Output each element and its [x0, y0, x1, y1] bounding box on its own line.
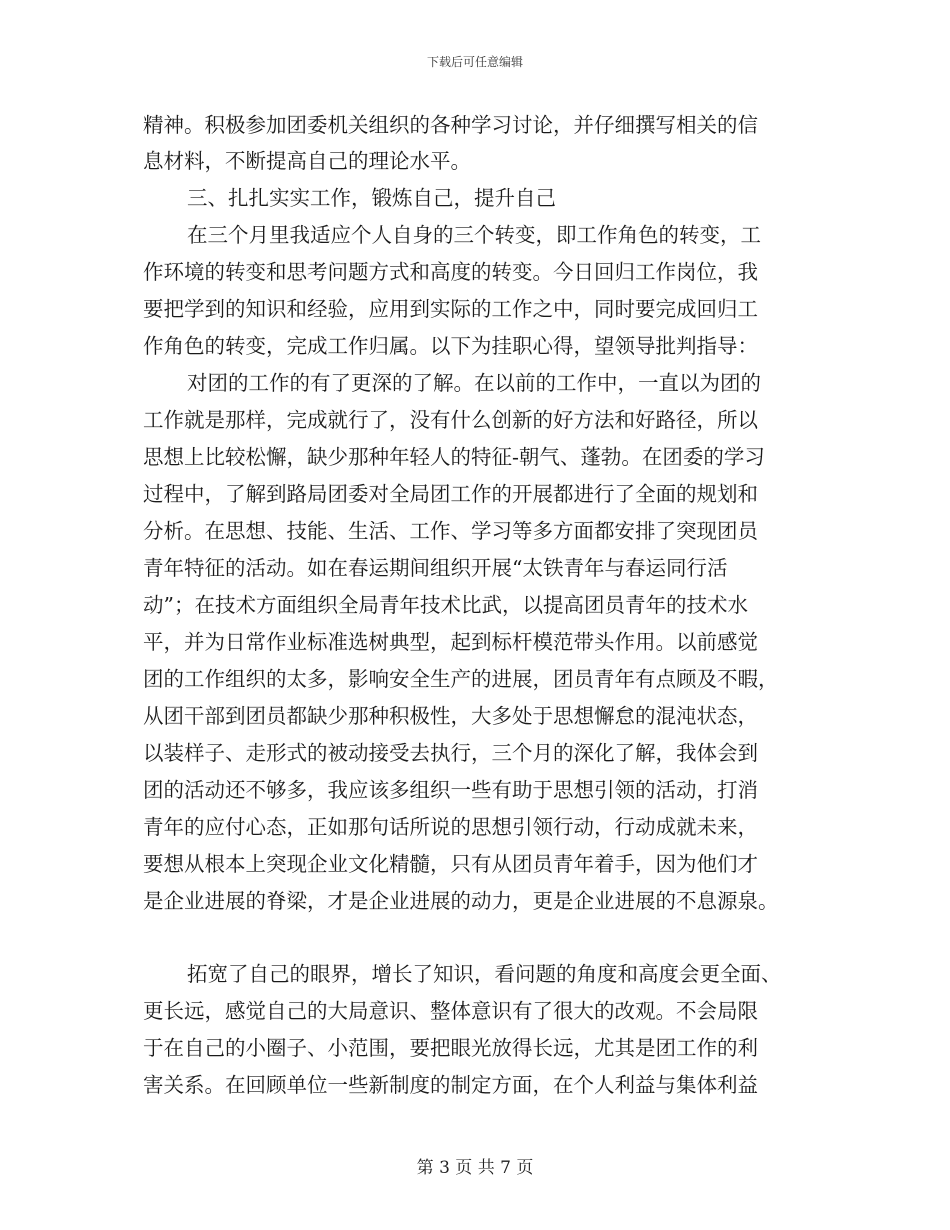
- text-line: 从团干部到团员都缺少那种积极性，大多处于思想懈怠的混沌状态，: [143, 704, 758, 728]
- text-line: 害关系。在回顾单位一些新制度的制定方面，在个人利益与集体利益: [143, 1073, 758, 1097]
- text-line: 动”；在技术方面组织全局青年技术比武，以提高团员青年的技术水: [143, 593, 748, 617]
- text-line: 团的工作组织的太多，影响安全生产的进展，团员青年有点顾及不暇，: [143, 667, 779, 691]
- text-line: 青年特征的活动。如在春运期间组织开展“太铁青年与春运同行活: [143, 556, 728, 580]
- text-line: 更长远，感觉自己的大局意识、整体意识有了很大的改观。不会局限: [143, 999, 758, 1023]
- text-line: 是企业进展的脊梁，才是企业进展的动力，更是企业进展的不息源泉。: [143, 889, 779, 913]
- text-line: 拓宽了自己的眼界，增长了知识，看问题的角度和高度会更全面、: [187, 962, 782, 986]
- text-line: 思想上比较松懈，缺少那种年轻人的特征-朝气、蓬勃。在团委的学习: [143, 445, 765, 469]
- text-line: 息材料，不断提高自己的理论水平。: [143, 149, 471, 173]
- text-line: 平，并为日常作业标准选树典型，起到标杆模范带头作用。以前感觉: [143, 630, 758, 654]
- text-line: 作角色的转变，完成工作归属。以下为挂职心得，望领导批判指导：: [143, 334, 758, 358]
- page-header: 下载后可任意编辑: [426, 55, 523, 69]
- text-line: 在三个月里我适应个人自身的三个转变，即工作角色的转变，工: [187, 223, 761, 247]
- text-line: 以装样子、走形式的被动接受去执行，三个月的深化了解，我体会到: [143, 741, 758, 765]
- text-line: 精神。积极参加团委机关组织的各种学习讨论，并仔细撰写相关的信: [143, 113, 758, 137]
- text-line: 要把学到的知识和经验，应用到实际的工作之中，同时要完成回归工: [143, 297, 758, 321]
- page-number-footer: 第 3 页 共 7 页: [416, 1158, 534, 1178]
- text-line: 青年的应付心态，正如那句话所说的思想引领行动，行动成就未来，: [143, 815, 758, 839]
- text-line: 工作就是那样，完成就行了，没有什么创新的好方法和好路径，所以: [143, 408, 758, 432]
- text-line: 于在自己的小圈子、小范围，要把眼光放得长远，尤其是团工作的利: [143, 1036, 758, 1060]
- text-line: 分析。在思想、技能、生活、工作、学习等多方面都安排了突现团员: [143, 519, 758, 543]
- text-line: 对团的工作的有了更深的了解。在以前的工作中，一直以为团的: [187, 371, 761, 395]
- text-line: 过程中，了解到路局团委对全局团工作的开展都进行了全面的规划和: [143, 482, 758, 506]
- section-heading: 三、扎扎实实工作，锻炼自己，提升自己: [187, 186, 556, 210]
- text-line: 要想从根本上突现企业文化精髓，只有从团员青年着手，因为他们才: [143, 852, 758, 876]
- text-line: 作环境的转变和思考问题方式和高度的转变。今日回归工作岗位，我: [143, 260, 758, 284]
- text-line: 团的活动还不够多，我应该多组织一些有助于思想引领的活动，打消: [143, 778, 758, 802]
